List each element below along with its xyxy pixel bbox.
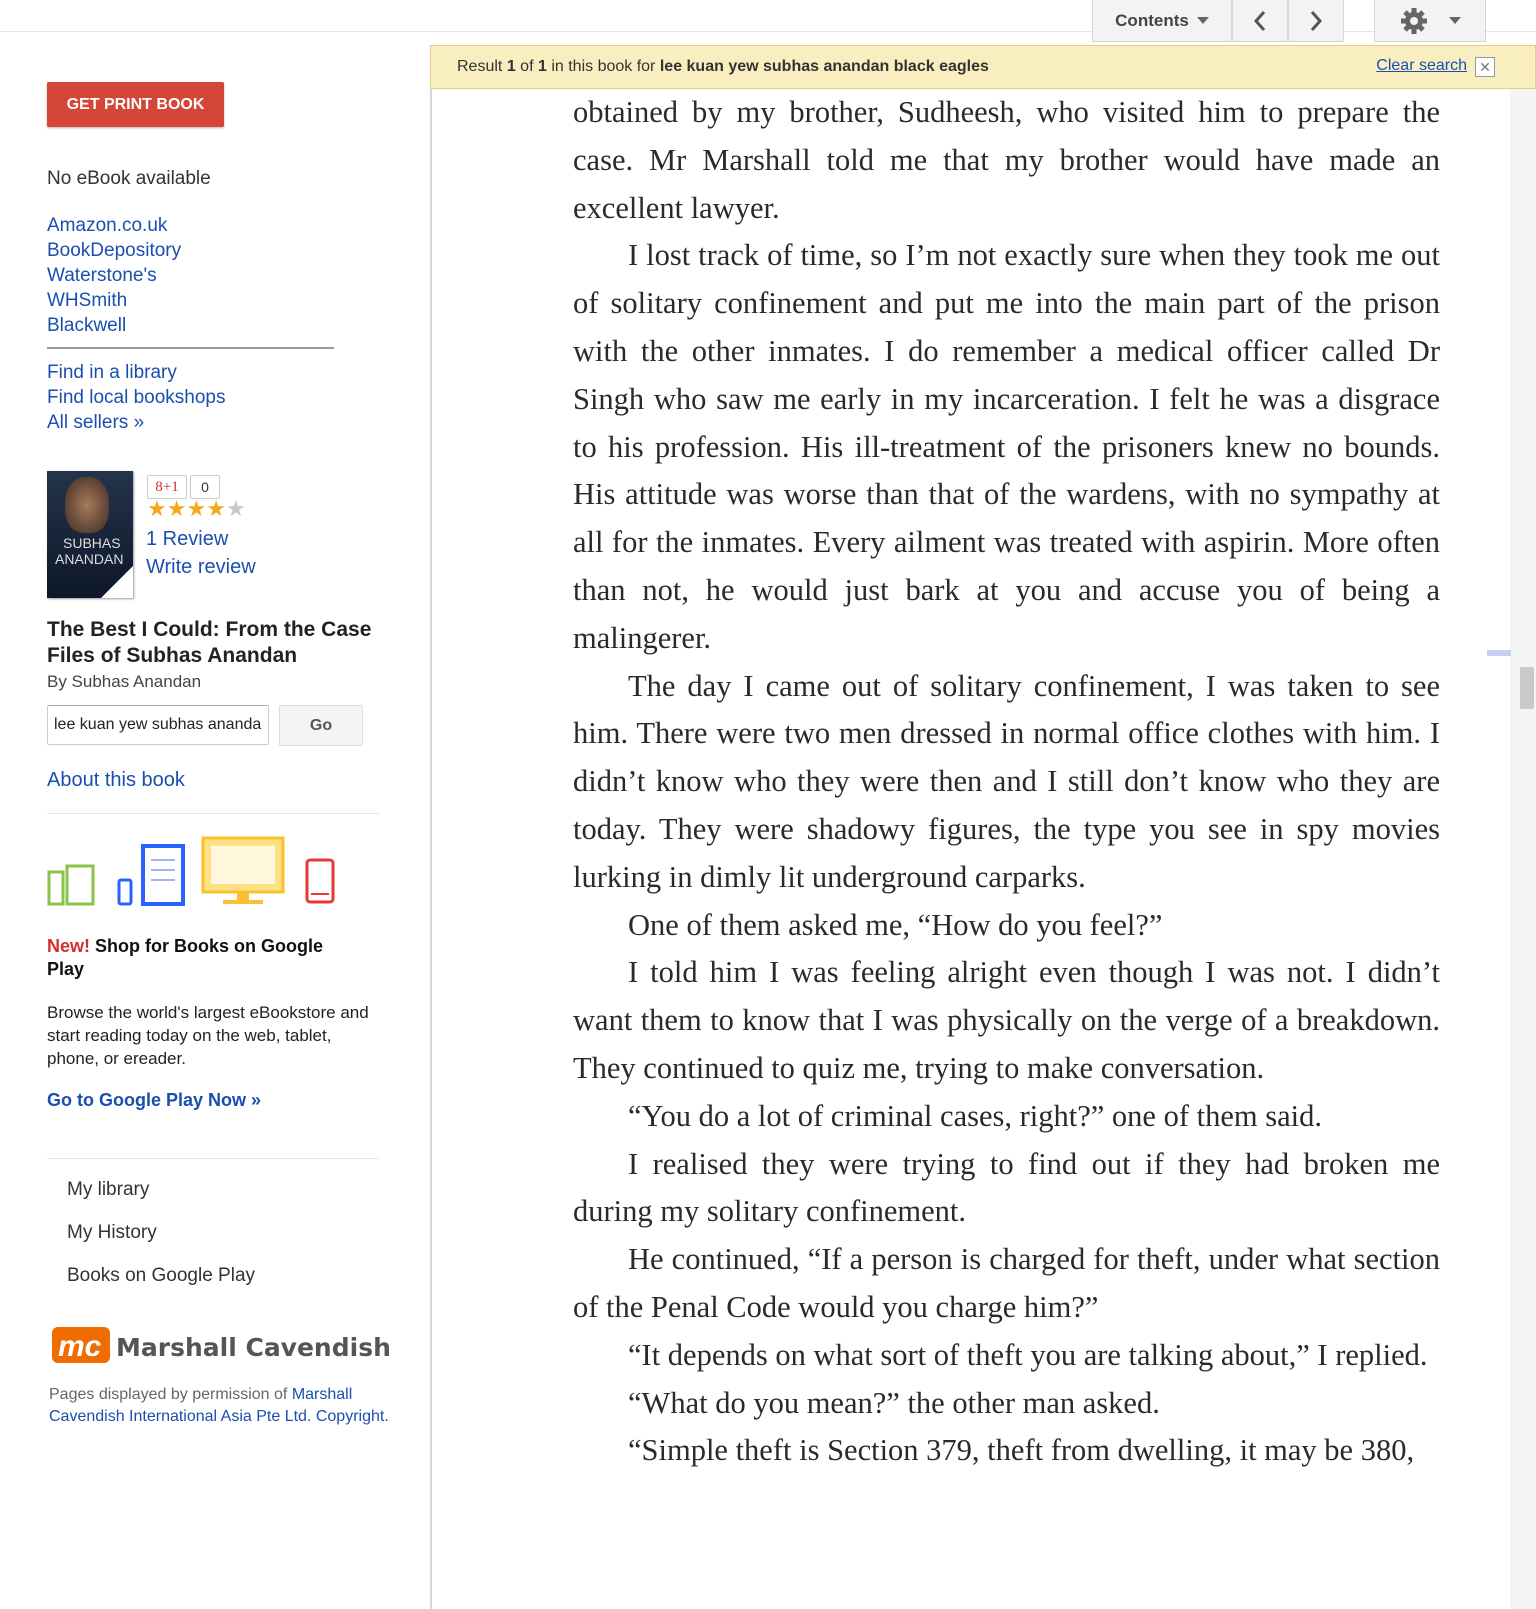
- in-book-text: in this book for: [551, 58, 656, 75]
- devices-illustration: [47, 838, 347, 918]
- page-paragraph: I realised they were trying to find out if they had broken me during my solitary confinement.: [573, 1146, 1440, 1229]
- clear-search-link[interactable]: Clear search: [1376, 57, 1467, 74]
- my-library-link[interactable]: My library: [67, 1179, 150, 1200]
- settings-button[interactable]: [1374, 0, 1486, 42]
- new-label: New!: [47, 936, 91, 956]
- page-paragraph: One of them asked me, “How do you feel?”: [628, 907, 1163, 942]
- sidebar: [0, 32, 430, 1609]
- seller-link-amazon[interactable]: Amazon.co.uk: [47, 215, 168, 236]
- browse-description: Browse the world's largest eBookstore and start reading today on the web, tablet, phone, or ereader.: [47, 1003, 369, 1068]
- page-paragraph: He continued, “If a person is charged for theft, under what section of the Penal Code would you charge him?”: [573, 1242, 1440, 1324]
- shop-heading: Shop for Books on Google Play: [47, 936, 324, 979]
- result-word: Result: [457, 58, 503, 75]
- of-word: of: [520, 58, 534, 75]
- account-links: [67, 1179, 255, 1308]
- no-ebook-text: No eBook available: [47, 168, 211, 189]
- publisher-link[interactable]: Marshall Cavendish International Asia Pte Ltd. Copyright.: [49, 1386, 389, 1425]
- star-icon: ★: [186, 496, 207, 521]
- search-result-banner: [430, 45, 1536, 89]
- about-this-book-link[interactable]: About this book: [47, 769, 185, 791]
- seller-link-bookdepository[interactable]: BookDepository: [47, 240, 182, 261]
- find-in-library-link[interactable]: Find in a library: [47, 362, 177, 383]
- dropdown-icon: [1449, 17, 1461, 24]
- book-title: The Best I Could: From the Case Files of Subhas Anandan: [47, 618, 372, 667]
- book-author: By Subhas Anandan: [47, 672, 202, 691]
- all-sellers-link[interactable]: All sellers »: [47, 412, 145, 433]
- next-page-button[interactable]: [1288, 0, 1344, 42]
- result-total: 1: [537, 58, 547, 75]
- svg-text:mc: mc: [58, 1330, 102, 1363]
- get-print-book-button[interactable]: GET PRINT BOOK: [47, 82, 224, 127]
- tablet-icon: [49, 866, 93, 904]
- permission-prefix: Pages displayed by permission of: [49, 1386, 288, 1403]
- contents-label: Contents: [1115, 10, 1189, 30]
- chevron-left-icon: [1253, 10, 1267, 32]
- contents-button[interactable]: [1092, 0, 1232, 42]
- star-icon: ★: [147, 496, 167, 521]
- library-links: [47, 360, 226, 435]
- find-local-bookshops-link[interactable]: Find local bookshops: [47, 387, 226, 408]
- search-in-book-input[interactable]: [47, 705, 269, 745]
- result-index: 1: [506, 58, 516, 75]
- book-cover[interactable]: [47, 471, 133, 598]
- review-link[interactable]: 1 Review: [146, 528, 229, 550]
- monitor-icon: [203, 838, 283, 904]
- caret-down-icon: [1197, 17, 1209, 24]
- scrollbar-thumb[interactable]: [1520, 667, 1534, 709]
- author-portrait: [65, 477, 109, 533]
- page-paragraph: The day I came out of solitary confinement, I was taken to see him. There were two men dressed in normal office clothes with him. I didn’t know who they were then and I still don’t know who they are today. They were shadowy figures, the type you see in spy movies lurking in dimly lit underground carparks.: [573, 668, 1440, 894]
- seller-links: [47, 213, 181, 338]
- book-page: [573, 89, 1440, 1475]
- divider: [47, 1158, 379, 1159]
- ereader-icon: [119, 846, 183, 904]
- permission-text: [49, 1384, 389, 1428]
- scrollbar-track[interactable]: [1510, 89, 1536, 1609]
- search-query: lee kuan yew subhas anandan black eagles: [659, 58, 989, 75]
- previous-page-button[interactable]: [1232, 0, 1288, 42]
- page-paragraph: “You do a lot of criminal cases, right?” one of them said.: [628, 1098, 1322, 1133]
- chevron-right-icon: [1309, 10, 1323, 32]
- divider: [47, 347, 334, 349]
- page-paragraph: “What do you mean?” the other man asked.: [628, 1385, 1160, 1420]
- reader-border: [430, 89, 432, 1609]
- page-paragraph: “It depends on what sort of theft you are talking about,” I replied.: [628, 1337, 1428, 1372]
- page-paragraph: obtained by my brother, Sudheesh, who visited him to prepare the case. Mr Marshall told me that my brother would have made an excellent lawyer.: [573, 95, 1440, 225]
- page-position-marker: [1487, 650, 1511, 656]
- write-review-link[interactable]: Write review: [146, 556, 256, 578]
- go-to-google-play-link[interactable]: Go to Google Play Now »: [47, 1090, 262, 1110]
- publisher-logo[interactable]: [52, 1325, 391, 1367]
- go-button[interactable]: Go: [279, 705, 363, 746]
- google-plus-one-button[interactable]: 8+1: [147, 475, 187, 499]
- seller-link-whsmith[interactable]: WHSmith: [47, 290, 128, 311]
- phone-icon: [307, 860, 333, 902]
- page-paragraph: I told him I was feeling alright even though I was not. I didn’t want them to know that I was physically on the verge of a breakdown. They continued to quiz me, trying to make conversation.: [573, 955, 1440, 1085]
- star-rating: [147, 496, 246, 522]
- page-paragraph: “Simple theft is Section 379, theft from dwelling, it may be 380,: [628, 1433, 1415, 1468]
- seller-link-blackwell[interactable]: Blackwell: [47, 315, 127, 336]
- cover-text: ANANDAN: [55, 551, 124, 567]
- books-on-google-play-link[interactable]: Books on Google Play: [67, 1265, 256, 1286]
- star-icon: ★: [206, 496, 226, 521]
- star-icon: ★: [166, 496, 187, 521]
- star-empty-icon: ★: [225, 496, 246, 521]
- seller-link-waterstones[interactable]: Waterstone's: [47, 265, 157, 286]
- close-icon[interactable]: ✕: [1475, 57, 1495, 77]
- shop-google-play-heading: [47, 935, 357, 981]
- svg-text:Marshall Cavendish: Marshall Cavendish: [116, 1333, 391, 1362]
- page-curl-icon: [101, 566, 133, 598]
- divider: [47, 813, 379, 814]
- my-history-link[interactable]: My History: [67, 1222, 157, 1243]
- page-paragraph: I lost track of time, so I’m not exactly sure when they took me out of solitary confinement and put me into the main part of the prison with the other inmates. I do remember a medical officer called Dr Singh who saw me early in my incarceration. I felt he was a disgrace to his profession. His ill-treatment of the prisoners knew no bounds. His attitude was worse than that of the wardens, with no sympathy at all for the inmates. Every ailment was treated with aspirin. More often than not, he would just bark at you and accuse you of being a malingerer.: [573, 238, 1440, 655]
- gear-icon: [1399, 6, 1429, 36]
- plus-one-count: 0: [190, 475, 220, 499]
- cover-text: SUBHAS: [63, 535, 121, 551]
